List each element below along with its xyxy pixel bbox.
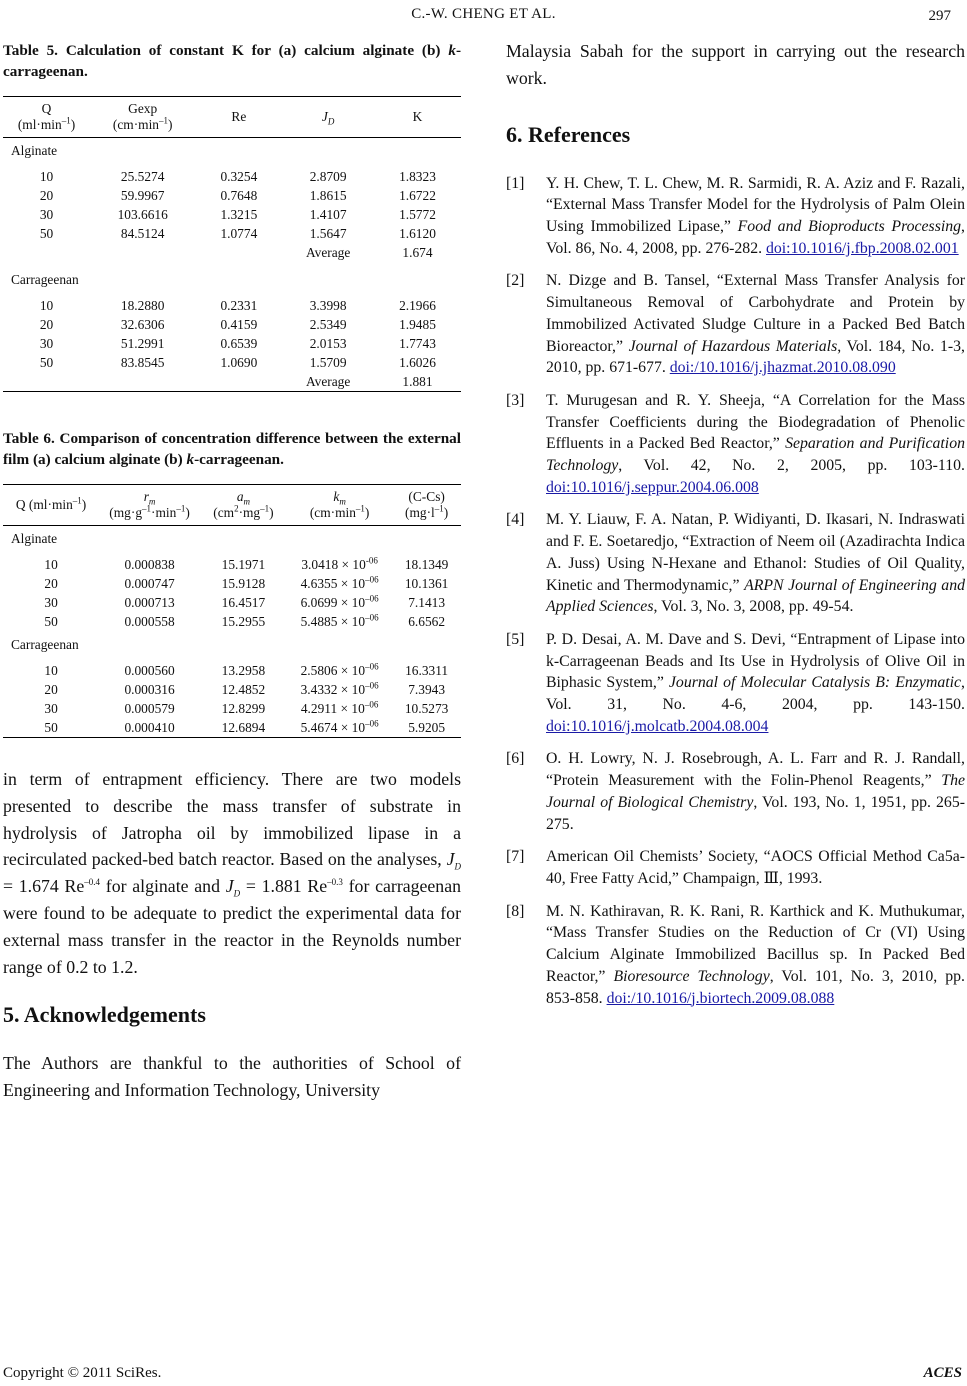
- table6-caption: Table 6. Comparison of concentration difference between the external film (a) calcium alginate (b) k-carrageenan.: [3, 430, 461, 468]
- running-title: C.-W. CHENG ET AL.: [411, 6, 556, 22]
- table5-header-jd: $J_D$: [321, 109, 335, 127]
- table5-row: [3, 296, 461, 315]
- reference-text: M. Y. Liauw, F. A. Natan, P. Widiyanti, D. Ikasari, N. Indraswati and F. E. Soetaredjo, “Extraction of Neem oil (Azadirachta Indica A. Juss) Using N-Hexane and Ethanol: Studies of Oil Quality, Kinetic and Thermodynamic,”: [546, 511, 965, 594]
- table5-cell: 2.0153: [309, 336, 347, 351]
- ack-heading: 5. Acknowledgements: [3, 1002, 206, 1028]
- table5-cell: 1.0690: [220, 355, 258, 370]
- table6-alginate-group-row: [3, 526, 461, 556]
- table5-cell: 0.6539: [220, 336, 258, 351]
- table6-header-km: $k_m$ $(cm\cdot\min^{-1})$: [309, 489, 370, 520]
- table6-row: [3, 555, 461, 574]
- table5-header-row: [3, 97, 461, 138]
- table5-cell: [195, 372, 282, 392]
- table6-km-exponent: –06: [365, 612, 379, 623]
- reference-details: , Vol. 184, No. 1-3, 2010, pp. 671-677.: [546, 337, 965, 377]
- table5-cell: 83.8545: [120, 355, 165, 370]
- table6-cell: 30: [44, 701, 58, 716]
- table5-average-value: 1.881: [402, 374, 433, 389]
- table5-cell: [90, 243, 195, 262]
- table6-km-cell: $2.5806 \times 10^{-06}$: [300, 661, 379, 678]
- right-column: [506, 40, 965, 1020]
- table5-row: [3, 167, 461, 186]
- reference-doi-link[interactable]: doi:/10.1016/j.jhazmat.2010.08.090: [669, 359, 896, 377]
- table5-cell: 0.3254: [220, 169, 258, 184]
- reference-doi-link[interactable]: doi:/10.1016/j.biortech.2009.08.088: [606, 989, 835, 1007]
- reference-journal: The Journal of Biological Chemistry: [546, 772, 965, 811]
- reference-text: O. H. Lowry, N. J. Rosebrough, A. L. Farr and R. J. Randall, “Protein Measurement with the Folin-Phenol Reagents,”: [546, 750, 965, 790]
- reference-number: [1]: [506, 174, 525, 192]
- table6-cell: 5.9205: [408, 720, 446, 735]
- reference-text: P. D. Desai, A. M. Dave and S. Devi, “Entrapment of Lipase into k-Carrageenan Beads and Its Use in Hydrolysis of Olive Oil in Biphasic System,”: [546, 630, 965, 692]
- ack-text: The Authors are thankful to the authorities of School of Engineering and Information Technology, University: [3, 1053, 461, 1101]
- table5-cell: 1.0774: [220, 226, 258, 241]
- table6-km-cell: $5.4674 \times 10^{-06}$: [300, 718, 379, 735]
- reference-doi-link[interactable]: doi:10.1016/j.seppur.2004.06.008: [546, 478, 759, 496]
- journal-abbr: ACES: [923, 1365, 962, 1381]
- table6-row: [3, 593, 461, 612]
- table5-row: [3, 186, 461, 205]
- table5-average-value: 1.674: [402, 245, 433, 260]
- table5-body: [3, 138, 461, 392]
- reference-details: , Vol. 3, No. 3, 2008, pp. 49-54.: [653, 598, 854, 616]
- table5-cell: 0.4159: [220, 317, 258, 332]
- table6-km-cell: $5.4885 \times 10^{-06}$: [300, 612, 379, 629]
- reference-journal: Bioresource Technology: [613, 967, 770, 985]
- table5-cell: [3, 243, 90, 262]
- table6-body: [3, 526, 461, 738]
- table6-cell: 0.000747: [124, 576, 175, 591]
- table6-row: [3, 574, 461, 593]
- table5-cell: 1.4107: [309, 207, 347, 222]
- table5-cell: 1.5709: [309, 355, 347, 370]
- table6-km-exponent: –06: [365, 680, 379, 691]
- table5-row: [3, 224, 461, 243]
- table5-carrageenan-group-row: [3, 262, 461, 296]
- reference-item: [506, 901, 965, 1010]
- table5-alginate-group-label: Alginate: [11, 143, 58, 158]
- table6-row: [3, 699, 461, 718]
- table6-cell: 50: [44, 614, 58, 629]
- table5-header-re: Re: [231, 109, 247, 124]
- reference-text: Y. H. Chew, T. L. Chew, M. R. Sarmidi, R. A. Aziz and F. Razali, “External Mass Transfer Model for the Hydrolysis of Palm Olein Using Immobilized Lipase,”: [546, 174, 965, 235]
- table5-cell: 59.9967: [120, 188, 165, 203]
- table5-cell: 10: [39, 169, 54, 184]
- ack-text-continued: Malaysia Sabah for the support in carrying out the research work.: [506, 41, 965, 88]
- table5-caption: Table 5. Calculation of constant K for (a) calcium alginate (b) k-carrageenan.: [3, 42, 461, 80]
- table6-cell: 15.9128: [221, 576, 266, 591]
- table6-km-cell: $6.0699 \times 10^{-06}$: [300, 593, 379, 610]
- table6-cell: 12.4852: [221, 682, 266, 697]
- table5-cell: 103.6616: [117, 207, 168, 222]
- reference-number: [5]: [506, 630, 525, 648]
- table6-cell: 20: [44, 682, 58, 697]
- reference-number: [3]: [506, 391, 525, 409]
- page-header: [0, 4, 967, 24]
- left-column: [3, 40, 461, 1104]
- table6-row: [3, 680, 461, 699]
- reference-details: , Vol. 42, No. 2, 2005, pp. 103-110.: [618, 457, 965, 475]
- table6-km-exponent: –06: [365, 661, 379, 672]
- table5-cell: [3, 372, 90, 392]
- reference-number: [4]: [506, 511, 525, 529]
- table5-cell: 50: [39, 355, 54, 370]
- table6-header-row: [3, 485, 461, 526]
- table6-row: [3, 718, 461, 738]
- table5-cell: 3.3998: [309, 298, 347, 313]
- reference-number: [7]: [506, 848, 525, 866]
- table6-km-exponent: –06: [364, 699, 379, 710]
- table5-cell: 1.3215: [220, 207, 258, 222]
- table5-cell: 10: [39, 298, 54, 313]
- reference-item: [506, 390, 965, 499]
- table6-cell: 16.4517: [221, 595, 266, 610]
- table5-cell: 1.8615: [309, 188, 347, 203]
- table5-cell: 1.6026: [399, 355, 436, 370]
- table6-cell: 7.1413: [408, 595, 446, 610]
- reference-item: [506, 629, 965, 738]
- reference-number: [2]: [506, 272, 525, 290]
- references-list: [506, 173, 965, 1010]
- table5-cell: 20: [39, 188, 54, 203]
- table5-average-label: Average: [305, 374, 351, 389]
- reference-text: N. Dizge and B. Tansel, “External Mass Transfer Analysis for Simultaneous Removal of Carbohydrate and Protein by Immobilized Activated Sludge Culture in a Packed Bed Batch Bioreactor,”: [546, 272, 965, 355]
- page-number: 297: [928, 8, 951, 24]
- table5-cell: [90, 372, 195, 392]
- table6-cell: 0.000316: [124, 682, 175, 697]
- table5-average-row: [3, 372, 461, 392]
- table5-cell: 1.7743: [399, 336, 436, 351]
- table6-cell: 18.1349: [404, 557, 449, 572]
- reference-item: [506, 748, 965, 835]
- table5-header-q: Q $(ml\cdot\min^{-1})$: [17, 101, 76, 132]
- reference-item: [506, 509, 965, 618]
- table6-cell: 20: [44, 576, 58, 591]
- table5: [3, 96, 461, 392]
- table5-header-k: K: [412, 109, 423, 124]
- table6-header-rm: $r_m$ $(mg\cdot g^{-1}\cdot\min^{-1})$: [109, 489, 190, 520]
- reference-item: [506, 846, 965, 889]
- table6-row: [3, 612, 461, 631]
- reference-number: [6]: [506, 750, 525, 768]
- table5-cell: 51.2991: [120, 336, 165, 351]
- reference-item: [506, 270, 965, 379]
- table6-alginate-group-label: Alginate: [11, 531, 58, 546]
- table6-header-cc: (C-Cs) $(mg\cdot l^{-1})$: [405, 489, 449, 520]
- table6-cell: 6.6562: [408, 614, 446, 629]
- table6-cell: 10: [44, 663, 58, 678]
- table5-row: [3, 205, 461, 224]
- table5-header-gexp: Gexp $(cm\cdot\min^{-1})$: [112, 101, 173, 132]
- table5-cell: 30: [39, 207, 54, 222]
- table6-cell: 10.5273: [404, 701, 449, 716]
- table5-cell: 32.6306: [120, 317, 165, 332]
- table5-cell: 84.5124: [120, 226, 165, 241]
- table6-cell: 12.6894: [221, 720, 266, 735]
- table5-row: [3, 353, 461, 372]
- table6-carrageenan-group-label: Carrageenan: [11, 637, 79, 652]
- body-paragraph: in term of entrapment efficiency. There are two models presented to describe the mass transfer of substrate in hydrolysis of Jatropha oil by immobilized lipase in a recirculated packed-bed batch reactor. Based on the analyses, $J_D = 1.674$ $Re^{-0.4}$ for alginate and $J_D = 1.881$ $Re^{-0.3}$ for carrageenan were found to be adequate to predict the experimental data for external mass transfer in the reactor in the Reynolds number range of 0.2 to 1.2.: [3, 769, 461, 977]
- table5-carrageenan-group-label: Carrageenan: [11, 272, 79, 287]
- table5-cell: 2.8709: [309, 169, 347, 184]
- reference-item: [506, 173, 965, 260]
- reference-journal: ARPN Journal of Engineering and Applied Sciences: [546, 576, 965, 616]
- table5-cell: 1.9485: [399, 317, 436, 332]
- table6-cell: 10.1361: [404, 576, 449, 591]
- table5-cell: [195, 243, 282, 262]
- table6-cell: 50: [44, 720, 58, 735]
- table5-average-row: [3, 243, 461, 262]
- table6-cell: 30: [44, 595, 58, 610]
- table6-cell: 0.000579: [124, 701, 175, 716]
- table6-km-cell: $4.6355 \times 10^{-06}$: [300, 574, 379, 591]
- reference-details: , Vol. 101, No. 3, 2010, pp. 853-858.: [546, 967, 965, 1007]
- reference-number: [8]: [506, 902, 525, 920]
- table6-cell: 0.000410: [124, 720, 175, 735]
- table5-cell: 20: [39, 317, 54, 332]
- table6-cell: 12.8299: [221, 701, 266, 716]
- reference-details: , Vol. 31, No. 4-6, 2004, pp. 143-150.: [546, 674, 965, 714]
- table5-cell: 1.8323: [399, 169, 436, 184]
- table6-km-cell: $3.4332 \times 10^{-06}$: [300, 680, 379, 697]
- table6-km-exponent: -06: [365, 555, 378, 566]
- table5-cell: 30: [39, 336, 54, 351]
- table5-cell: 0.7648: [220, 188, 258, 203]
- reference-text: T. Murugesan and R. Y. Sheeja, “A Correlation for the Mass Transfer Coefficients during the Biodegradation of Phenolic Effluents in a Packed Bed Reactor,”: [546, 391, 965, 453]
- table5-row: [3, 315, 461, 334]
- reference-journal: Food and Bioproducts Processing: [737, 218, 962, 235]
- table6-cell: 15.1971: [221, 557, 266, 572]
- table6-km-exponent: –06: [365, 593, 379, 604]
- table6-km-cell: $3.0418 \times 10^{-06}$: [301, 555, 378, 572]
- copyright: Copyright © 2011 SciRes.: [3, 1365, 162, 1381]
- table5-cell: 2.1966: [399, 298, 436, 313]
- table6-cell: 10: [44, 557, 58, 572]
- reference-text: American Oil Chemists’ Society, “AOCS Official Method Ca5a-40, Free Fatty Acid,” Champaign, Ⅲ, 1993.: [546, 848, 965, 887]
- table6-cell: 16.3311: [405, 663, 449, 678]
- table6-km-exponent: –06: [365, 574, 379, 585]
- table5-alginate-group-row: [3, 138, 461, 168]
- table6-cell: 0.000838: [124, 557, 175, 572]
- table5-cell: 1.5772: [399, 207, 436, 222]
- table6-carrageenan-group-row: [3, 631, 461, 661]
- table5-average-label: Average: [305, 245, 351, 260]
- table6-cell: 7.3943: [408, 682, 446, 697]
- references-heading: 6. References: [506, 121, 631, 147]
- table5-cell: 0.2331: [220, 298, 258, 313]
- reference-text: M. N. Kathiravan, R. K. Rani, R. Karthick and K. Muthukumar, “Mass Transfer Studies on the Reduction of Cr (VI) Using Calcium Alginate Immobilized Bacillus sp. In Packed Bed Reactor,”: [546, 902, 965, 985]
- table5-row: [3, 334, 461, 353]
- reference-journal: Journal of Hazardous Materials: [628, 337, 838, 355]
- table5-cell: 25.5274: [120, 169, 165, 184]
- reference-journal: Journal of Molecular Catalysis B: Enzymatic: [668, 674, 962, 692]
- reference-details: , Vol. 193, No. 1, 1951, pp. 265-275.: [546, 793, 965, 833]
- table6-cell: 15.2955: [221, 614, 266, 629]
- table5-cell: 18.2880: [120, 298, 165, 313]
- table6-km-exponent: –06: [365, 718, 379, 729]
- table5-cell: 1.6722: [399, 188, 436, 203]
- table6-cell: 0.000558: [124, 614, 175, 629]
- reference-doi-link[interactable]: doi:10.1016/j.fbp.2008.02.001: [766, 239, 959, 257]
- table6-cell: 13.2958: [221, 663, 266, 678]
- table6-header-am: $a_m$ $(cm^2\cdot mg^{-1})$: [213, 489, 274, 520]
- table6-km-cell: $4.2911 \times 10^{-06}$: [300, 699, 379, 716]
- reference-journal: Separation and Purification Technology: [546, 435, 965, 475]
- table5-cell: 1.6120: [399, 226, 436, 241]
- table6-row: [3, 661, 461, 680]
- table5-cell: 2.5349: [309, 317, 347, 332]
- table6-cell: 0.000560: [124, 663, 175, 678]
- table6: [3, 484, 461, 738]
- reference-details: , Vol. 86, No. 4, 2008, pp. 276-282.: [546, 218, 965, 257]
- table5-cell: 50: [39, 226, 54, 241]
- reference-doi-link[interactable]: doi:10.1016/j.molcatb.2004.08.004: [546, 717, 769, 735]
- table6-header-q: Q $(ml\cdot\min^{-1})$: [15, 495, 87, 512]
- table6-cell: 0.000713: [124, 595, 175, 610]
- table5-cell: 1.5647: [309, 226, 347, 241]
